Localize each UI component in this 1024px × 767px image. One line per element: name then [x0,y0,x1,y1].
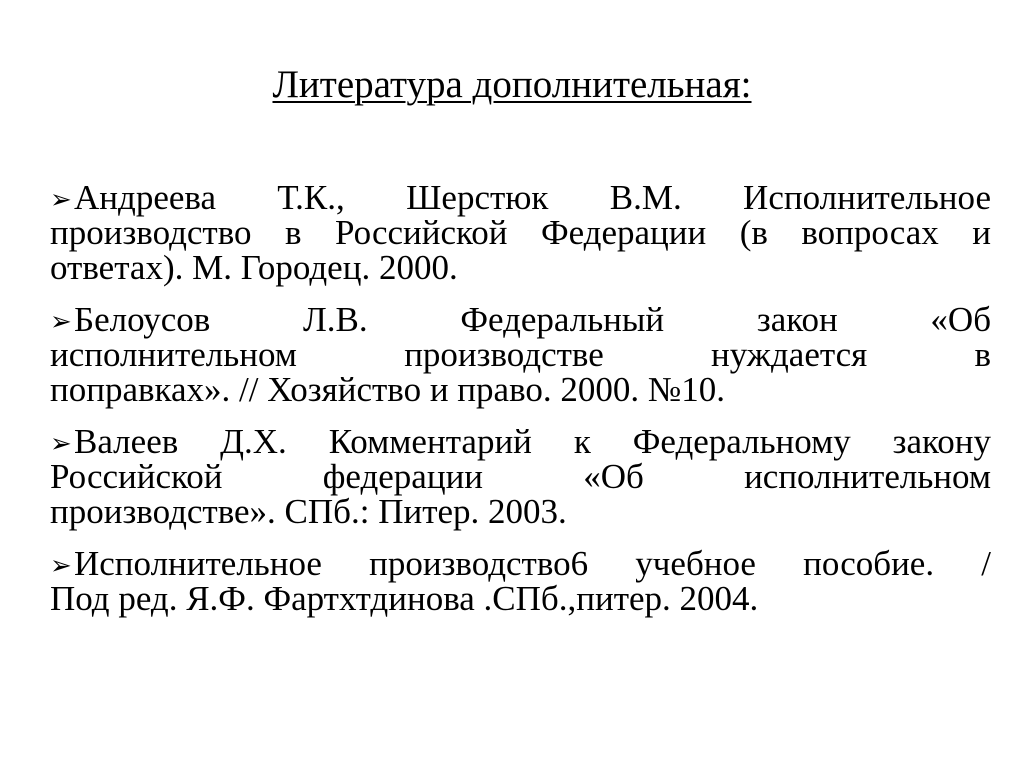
list-item [50,180,991,285]
literature-list [50,180,991,633]
list-item-line: исполнительном производстве нуждается в [50,335,991,374]
list-item-line: Под ред. Я.Ф. Фартхтдинова .СПб.,питер. 2004. [50,579,759,618]
list-item-text: Валеев Д.Х. Комментарий к Федеральному закону [74,422,991,461]
list-item [50,424,991,529]
arrowhead-bullet-icon: ➢ [50,429,72,459]
arrowhead-bullet-icon: ➢ [50,185,72,215]
list-item-line: производстве». СПб.: Питер. 2003. [50,492,567,531]
list-item-text: Белоусов Л.В. Федеральный закон «Об [74,300,991,339]
list-item-text: Исполнительное производство6 учебное пособие. / [74,544,991,583]
list-item-line: производство в Российской Федерации (в вопросах и [50,213,991,252]
list-item-line: Российской федерации «Об исполнительном [50,457,991,496]
arrowhead-bullet-icon: ➢ [50,551,72,581]
list-item-line [50,424,991,459]
list-item-line [50,302,991,337]
list-item-line [50,180,991,215]
list-item [50,302,991,407]
slide-title-text: Литература дополнительная: [272,63,752,106]
list-item-text: Андреева Т.К., Шерстюк В.М. Исполнительное [74,178,991,217]
list-item-line: поправках». // Хозяйство и право. 2000. №10. [50,370,725,409]
list-item-line [50,546,991,581]
list-item [50,546,991,616]
list-item-line: ответах). М. Городец. 2000. [50,248,458,287]
slide-title [0,62,1024,108]
arrowhead-bullet-icon: ➢ [50,307,72,337]
